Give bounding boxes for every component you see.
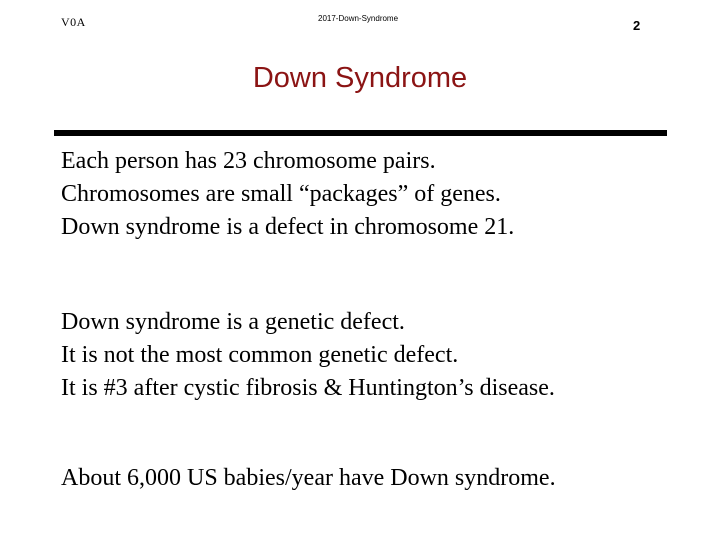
title-divider [54, 130, 667, 136]
body-line: Each person has 23 chromosome pairs. [61, 148, 436, 174]
paragraph-chromosomes [61, 145, 514, 244]
header-text: 2017-Down-Syndrome [318, 14, 399, 23]
body-line: About 6,000 US babies/year have Down syndrome. [61, 465, 556, 491]
body-line: Down syndrome is a genetic defect. [61, 309, 405, 335]
slide-title: Down Syndrome [252, 62, 468, 94]
paragraph-genetic-defect [61, 306, 555, 405]
slide-id: V0A [61, 15, 86, 29]
body-line: It is not the most common genetic defect. [61, 342, 459, 368]
body-line: It is #3 after cystic fibrosis & Huntington’s disease. [61, 375, 555, 401]
paragraph-births [61, 462, 556, 495]
page-number: 2 [633, 18, 641, 33]
body-line: Down syndrome is a defect in chromosome 21. [61, 214, 515, 240]
body-line: Chromosomes are small “packages” of genes. [61, 181, 501, 207]
